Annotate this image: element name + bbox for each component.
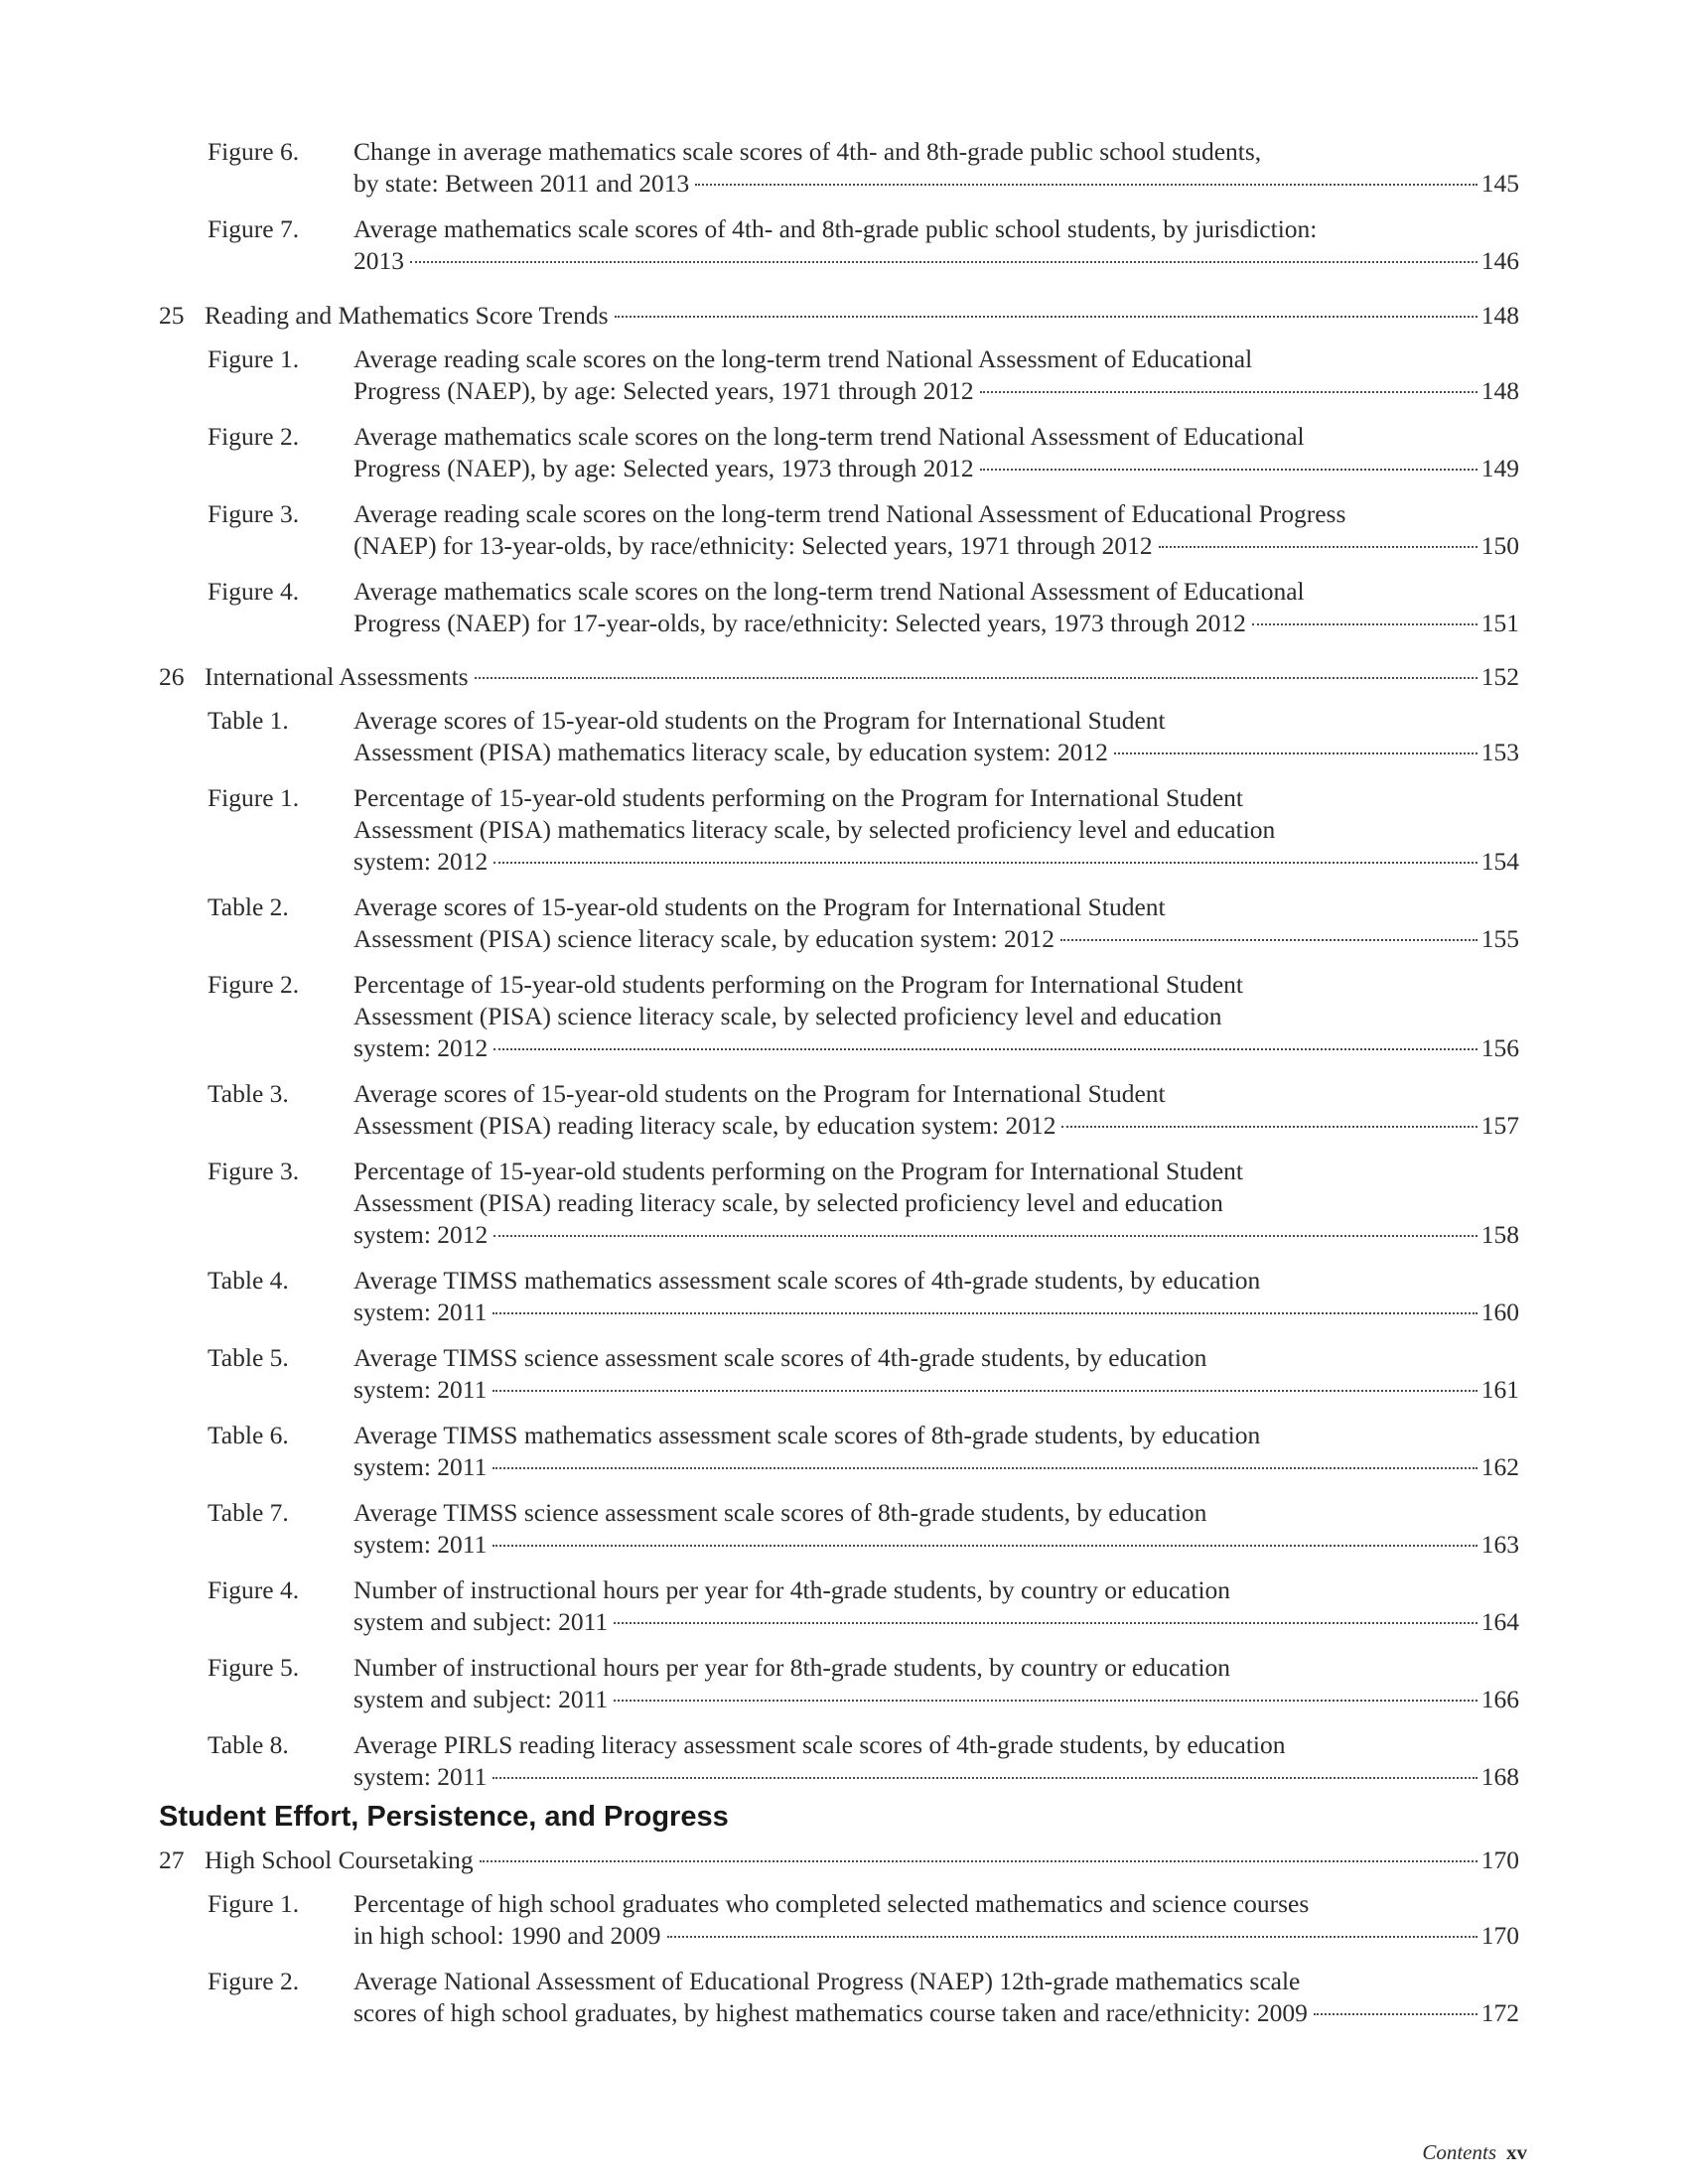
page-number: 156 [1480,1033,1519,1062]
dot-leader [667,1936,1477,1938]
toc-entry[interactable] [0,421,1688,484]
entry-line [353,608,1519,639]
toc-entry[interactable] [0,1420,1688,1483]
dot-leader [492,1312,1477,1314]
entry-line: Percentage of 15-year-old students performing on the Program for International Student [353,970,1243,999]
section-title: Reading and Mathematics Score Trends [205,301,609,330]
toc-entry[interactable] [0,1888,1688,1952]
entry-line-text: system: 2012 [353,847,489,876]
entry-line: Average TIMSS science assessment scale scores of 4th-grade students, by education [353,1343,1207,1372]
page-number: 163 [1480,1530,1519,1559]
section-heading-25[interactable] [159,300,1519,332]
entry-line-text: system and subject: 2011 [353,1685,609,1713]
entry-label: Figure 2. [208,422,300,451]
entry-description [353,1420,1519,1483]
dot-leader [1252,623,1477,625]
entry-description [353,421,1519,484]
entry-line [353,1920,1519,1952]
dot-leader [615,316,1477,318]
entry-description [353,1265,1519,1328]
toc-entry[interactable] [0,1652,1688,1715]
toc-entry[interactable] [0,1342,1688,1406]
entry-line: Change in average mathematics scale scores of 4th- and 8th-grade public school students, [353,137,1262,166]
entry-line-text: Assessment (PISA) reading literacy scale, by education system: 2012 [353,1111,1056,1140]
footer-label: Contents [1422,2140,1496,2164]
entry-line [353,375,1519,407]
entry-line [353,1997,1519,2029]
toc-block-top [0,136,1688,291]
entry-line-text: system: 2011 [353,1452,488,1481]
dot-leader [1060,939,1477,941]
dot-leader [493,1235,1477,1237]
toc-block-26 [0,661,1688,1807]
entry-description [353,1729,1519,1793]
entry-line: Average PIRLS reading literacy assessment scale scores of 4th-grade students, by education [353,1730,1286,1759]
dot-leader [1159,546,1477,548]
page-number: 146 [1480,246,1519,275]
entry-label: Figure 1. [208,344,300,373]
toc-entry[interactable] [0,1574,1688,1638]
entry-line: Average reading scale scores on the long-term trend National Assessment of Educational [353,344,1253,373]
page-number: 153 [1480,738,1519,766]
entry-label: Figure 4. [208,577,300,606]
entry-line [353,1297,1519,1328]
entry-label: Table 1. [208,706,289,735]
page-footer [1422,2140,1527,2165]
entry-line-text: Progress (NAEP), by age: Selected years, 1971 through 2012 [353,376,974,405]
entry-line [353,1606,1519,1638]
toc-entry[interactable] [0,782,1688,878]
toc-entry[interactable] [0,1078,1688,1142]
entry-line: Average National Assessment of Educational Progress (NAEP) 12th-grade mathematics scale [353,1967,1301,1995]
entry-description [353,891,1519,955]
section-heading-27[interactable] [159,1844,1519,1876]
entry-line-text: system: 2012 [353,1220,489,1249]
page-number: 162 [1480,1452,1519,1481]
dot-leader [492,1777,1477,1779]
toc-entry[interactable] [0,1156,1688,1251]
entry-line [353,1684,1519,1715]
entry-line [353,1374,1519,1406]
dot-leader [980,469,1477,471]
toc-entry[interactable] [0,1729,1688,1793]
toc-block-25 [0,300,1688,653]
dot-leader [980,391,1477,393]
entry-description [353,1078,1519,1142]
dot-leader [1314,2013,1477,2015]
entry-description [353,969,1519,1064]
entry-line [353,1219,1519,1251]
toc-entry[interactable] [0,343,1688,407]
entry-line-text: system: 2011 [353,1530,488,1559]
page-number: 145 [1480,169,1519,198]
entry-label: Figure 5. [208,1653,300,1682]
page-number: 157 [1480,1111,1519,1140]
footer-page-number: xv [1506,2140,1527,2164]
entry-description [353,705,1519,768]
entry-line-text: Assessment (PISA) mathematics literacy scale, by education system: 2012 [353,738,1108,766]
entry-description [353,1497,1519,1561]
entry-description [353,1652,1519,1715]
entry-line: Average scores of 15-year-old students on the Program for International Student [353,892,1166,921]
page-number: 152 [1480,662,1519,691]
toc-entry[interactable] [0,969,1688,1064]
toc-entry[interactable] [0,1265,1688,1328]
entries-top [0,136,1688,277]
entry-description [353,782,1519,878]
section-heading-26[interactable] [159,661,1519,693]
entry-label: Table 4. [208,1266,289,1295]
page-number: 149 [1480,454,1519,482]
toc-entry[interactable] [0,498,1688,562]
entry-label: Figure 6. [208,137,300,166]
section-number: 26 [159,662,185,691]
entry-line: Percentage of high school graduates who completed selected mathematics and science courses [353,1889,1310,1918]
toc-entry[interactable] [0,705,1688,768]
section-title: High School Coursetaking [205,1845,474,1874]
entry-description [353,343,1519,407]
entry-line: Average mathematics scale scores on the long-term trend National Assessment of Educational [353,422,1305,451]
dot-leader [475,677,1477,679]
entry-line-text: system: 2011 [353,1375,488,1404]
page-number: 150 [1480,531,1519,560]
dot-leader [410,261,1477,263]
dot-leader [492,1390,1477,1392]
page-number: 166 [1480,1685,1519,1713]
entry-line-text: system: 2011 [353,1762,488,1791]
entry-description [353,1156,1519,1251]
section-number: 25 [159,301,185,330]
page-number: 164 [1480,1607,1519,1636]
dot-leader [493,862,1477,864]
dot-leader [695,184,1477,186]
entry-label: Table 6. [208,1421,289,1449]
entry-label: Table 2. [208,892,289,921]
page-number: 148 [1480,376,1519,405]
entry-line-text: Progress (NAEP) for 17-year-olds, by race/ethnicity: Selected years, 1973 through 2012 [353,609,1246,637]
entry-line [353,846,1519,878]
entry-label: Table 7. [208,1498,289,1527]
entries-25 [0,343,1688,639]
entry-line: Average scores of 15-year-old students on the Program for International Student [353,706,1166,735]
toc-entry[interactable] [0,1497,1688,1561]
entry-description [353,136,1519,200]
entry-label: Figure 3. [208,499,300,528]
page-number: 170 [1480,1845,1519,1874]
entry-description [353,1574,1519,1638]
entry-description [353,576,1519,639]
entry-label: Figure 2. [208,1967,300,1995]
entries-27 [0,1888,1688,2029]
toc-block-27 [0,1793,1688,2043]
entry-line: Average mathematics scale scores on the long-term trend National Assessment of Educational [353,577,1305,606]
entry-line [353,1032,1519,1064]
entry-line [353,1761,1519,1793]
entry-line: Percentage of 15-year-old students performing on the Program for International Student [353,1157,1243,1185]
entry-line-text: in high school: 1990 and 2009 [353,1921,661,1950]
page-number: 154 [1480,847,1519,876]
entry-line-text: system and subject: 2011 [353,1607,609,1636]
entry-description [353,1888,1519,1952]
entry-line-text: system: 2011 [353,1297,488,1326]
entry-line: Assessment (PISA) science literacy scale, by selected proficiency level and education [353,1002,1222,1030]
entry-line: Average TIMSS mathematics assessment scale scores of 4th-grade students, by education [353,1266,1261,1295]
entry-line: Average mathematics scale scores of 4th- and 8th-grade public school students, by jurisdiction: [353,214,1318,243]
dot-leader [492,1467,1477,1469]
page-number: 161 [1480,1375,1519,1404]
entry-line: Assessment (PISA) mathematics literacy scale, by selected proficiency level and education [353,815,1276,844]
entry-line-text: scores of high school graduates, by highest mathematics course taken and race/ethnicity: 2009 [353,1998,1308,2027]
toc-entry[interactable] [0,576,1688,639]
toc-entry[interactable] [0,1966,1688,2029]
entry-label: Figure 1. [208,1889,300,1918]
entry-line [353,1529,1519,1561]
entry-line [353,245,1519,277]
entry-line-text: (NAEP) for 13-year-olds, by race/ethnicity: Selected years, 1971 through 2012 [353,531,1153,560]
entry-label: Figure 7. [208,214,300,243]
entry-line: Number of instructional hours per year for 8th-grade students, by country or education [353,1653,1231,1682]
dot-leader [480,1860,1477,1862]
toc-entry[interactable] [0,136,1688,200]
entry-label: Table 3. [208,1079,289,1108]
entries-26 [0,705,1688,1793]
entry-line [353,1451,1519,1483]
dot-leader [492,1545,1477,1547]
dot-leader [493,1048,1477,1050]
part-heading: Student Effort, Persistence, and Progress [159,1801,729,1833]
entry-line: Average reading scale scores on the long-term trend National Assessment of Educational Progress [353,499,1346,528]
entry-description [353,213,1519,277]
section-title: International Assessments [205,662,469,691]
entry-label: Table 8. [208,1730,289,1759]
page-number: 172 [1480,1998,1519,2027]
entry-line [353,168,1519,200]
dot-leader [1114,752,1477,754]
dot-leader [614,1700,1477,1702]
toc-entry[interactable] [0,213,1688,277]
entry-line: Average TIMSS mathematics assessment scale scores of 8th-grade students, by education [353,1421,1261,1449]
entry-description [353,1342,1519,1406]
page-number: 158 [1480,1220,1519,1249]
entry-line [353,530,1519,562]
page-number: 170 [1480,1921,1519,1950]
page-number: 160 [1480,1297,1519,1326]
entry-line-text: Assessment (PISA) science literacy scale, by education system: 2012 [353,924,1055,953]
page-number: 155 [1480,924,1519,953]
entry-description [353,1966,1519,2029]
entry-line: Average scores of 15-year-old students on the Program for International Student [353,1079,1166,1108]
entry-line [353,737,1519,768]
entry-line-text: 2013 [353,246,404,275]
entry-line [353,1110,1519,1142]
page-number: 148 [1480,301,1519,330]
entry-label: Table 5. [208,1343,289,1372]
toc-entry[interactable] [0,891,1688,955]
section-number: 27 [159,1845,185,1874]
page-number: 151 [1480,609,1519,637]
entry-label: Figure 1. [208,783,300,812]
entry-line: Number of instructional hours per year for 4th-grade students, by country or education [353,1575,1231,1604]
entry-line-text: by state: Between 2011 and 2013 [353,169,690,198]
dot-leader [1061,1126,1477,1128]
dot-leader [614,1622,1477,1624]
entry-line-text: Progress (NAEP), by age: Selected years, 1973 through 2012 [353,454,974,482]
entry-line-text: system: 2012 [353,1033,489,1062]
entry-label: Figure 2. [208,970,300,999]
entry-line: Assessment (PISA) reading literacy scale, by selected proficiency level and education [353,1188,1223,1217]
entry-line [353,923,1519,955]
entry-description [353,498,1519,562]
entry-label: Figure 3. [208,1157,300,1185]
entry-line [353,453,1519,484]
page-number: 168 [1480,1762,1519,1791]
entry-label: Figure 4. [208,1575,300,1604]
entry-line: Average TIMSS science assessment scale scores of 8th-grade students, by education [353,1498,1207,1527]
entry-line: Percentage of 15-year-old students performing on the Program for International Student [353,783,1243,812]
